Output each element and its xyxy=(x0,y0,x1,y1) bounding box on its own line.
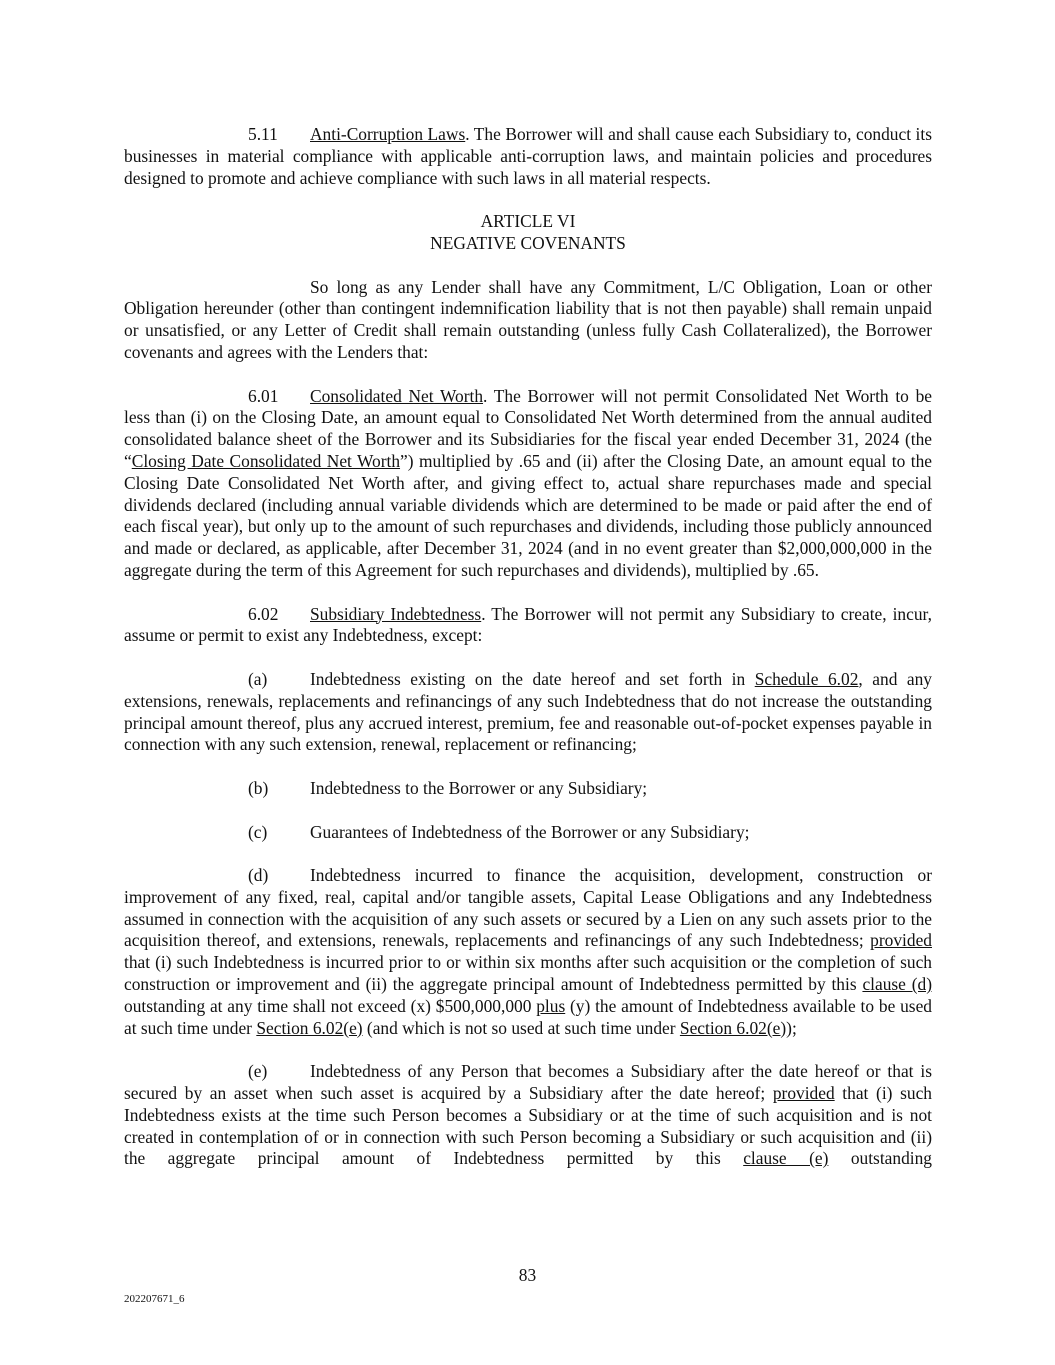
defined-term: provided xyxy=(870,930,932,951)
paragraph-text: Indebtedness of any Person that becomes a Subsidiary after the date hereof or that is secured by an asset when such asset is acquired by a Subsidiary after the date hereof; xyxy=(124,1061,932,1104)
paragraph-text: (and which is not so used at such time under xyxy=(362,1017,680,1038)
paragraph-text: . The Borrower will not permit any Subsidiary to create, incur, assume or permit to exist any Indebtedness, except: xyxy=(124,603,932,646)
paragraph-text: Guarantees of Indebtedness of the Borrower or any Subsidiary; xyxy=(310,821,750,842)
section-number: (d) xyxy=(248,865,269,886)
section-number: (a) xyxy=(248,668,268,689)
paragraph-text: ”) multiplied by .65 and (ii) after the Closing Date, an amount equal to the Closing Date Consolidated Net Worth after, and giving effect to, actual share repurchases made and special dividends declared (including annual variable dividends which are determined to be made or paid after the end of each fiscal year), but only up to the amount of such repurchases and dividends, including those publicly announced and made or declared, as applicable, after December 31, 2024 (and in no event greater than $2,000,000,000 in the aggregate during the term of this Agreement for such repurchases and dividends), multiplied by .65. xyxy=(124,450,932,580)
page-number: 83 xyxy=(518,1265,537,1285)
paragraph-text: outstanding xyxy=(828,1148,932,1169)
document-id: 202207671_6 xyxy=(124,1293,185,1305)
defined-term: Consolidated Net Worth xyxy=(310,385,484,406)
article-number: ARTICLE VI xyxy=(480,211,576,232)
defined-term: Section 6.02(e) xyxy=(679,1017,787,1038)
paragraph-text: outstanding at any time shall not exceed (x) $500,000,000 xyxy=(124,995,537,1016)
defined-term: plus xyxy=(536,995,566,1016)
paragraph xyxy=(124,865,932,1039)
paragraph xyxy=(124,124,932,189)
article-title: NEGATIVE COVENANTS xyxy=(430,232,626,253)
paragraph xyxy=(124,386,932,582)
defined-term: provided xyxy=(772,1083,835,1104)
paragraph-text: (y) the amount of Indebtedness available to be used at such time under xyxy=(124,995,932,1038)
paragraph-text: Indebtedness to the Borrower or any Subsidiary; xyxy=(310,777,648,798)
paragraph-text: ); xyxy=(786,1017,797,1038)
document-body xyxy=(124,124,932,1192)
paragraph-text: . The Borrower will and shall cause each Subsidiary to, conduct its businesses in material compliance with applicable anti-corruption laws, and maintain policies and procedures designed to promote and achieve compliance with such laws in all material respects. xyxy=(124,124,932,188)
section-number: (c) xyxy=(248,821,268,842)
defined-term: Closing Date Consolidated Net Worth xyxy=(131,450,401,471)
paragraph xyxy=(124,822,932,844)
paragraph-text: that (i) such Indebtedness is incurred prior to or within six months after such acquisition or the completion of such construction or improvement and (ii) the aggregate principal amount of Indebtedness permitted by this xyxy=(124,952,932,995)
paragraph-text: . The Borrower will not permit Consolidated Net Worth to be less than (i) on the Closing Date, an amount equal to Consolidated Net Worth determined from the annual audited consolidated balance sheet of the Borrower and its Subsidiaries for the fiscal year ended December 31, 2024 (the “ xyxy=(124,385,932,471)
paragraph-text: So long as any Lender shall have any Commitment, L/C Obligation, Loan or other Obligation hereunder (other than contingent indemnification liability that is not then payable) shall remain unpaid or unsatisfied, or any Letter of Credit shall remain outstanding (unless fully Cash Collateralized), the Borrower covenants and agrees with the Lenders that: xyxy=(124,276,932,362)
paragraph-text: , and any extensions, renewals, replacements and refinancings of any such Indebtedness that do not increase the outstanding principal amount thereof, plus any accrued interest, premium, fee and reasonable out-of-pocket expenses payable in connection with any such extension, renewal, replacement or refinancing; xyxy=(124,668,933,755)
paragraph xyxy=(124,669,932,756)
section-number: 5.11 xyxy=(248,124,278,144)
defined-term: Subsidiary Indebtedness xyxy=(310,603,482,624)
paragraph xyxy=(124,604,932,648)
section-number: 6.01 xyxy=(248,385,279,406)
defined-term: Section 6.02(e) xyxy=(256,1017,363,1038)
paragraph xyxy=(124,778,932,800)
section-number: (e) xyxy=(248,1061,268,1082)
paragraph-text: Indebtedness existing on the date hereof and set forth in xyxy=(310,668,755,689)
paragraph xyxy=(124,277,932,364)
defined-term: Schedule 6.02 xyxy=(754,668,859,689)
defined-term: clause (e) xyxy=(743,1148,829,1169)
defined-term: clause (d) xyxy=(862,974,932,995)
section-number: (b) xyxy=(248,777,269,798)
article-heading xyxy=(124,211,932,255)
paragraph-text: Indebtedness incurred to finance the acquisition, development, construction or improvement of any fixed, real, capital and/or tangible assets, Capital Lease Obligations and any Indebtedness assumed in connection with the acquisition of any such assets or secured by a Lien on any such assets prior to the acquisition thereof, and extensions, renewals, replacements and refinancings of any such Indebtedness; xyxy=(124,865,932,951)
paragraph xyxy=(124,1061,932,1170)
paragraph-text: that (i) such Indebtedness exists at the time such Person becomes a Subsidiary or at the time of such acquisition and is not created in contemplation of or in connection with such Person becoming a Subsidiary or such acquisition and (ii) the aggregate principal amount of Indebtedness permitted by this xyxy=(124,1083,932,1169)
defined-term: Anti-Corruption Laws xyxy=(310,124,466,144)
section-number: 6.02 xyxy=(248,603,279,624)
